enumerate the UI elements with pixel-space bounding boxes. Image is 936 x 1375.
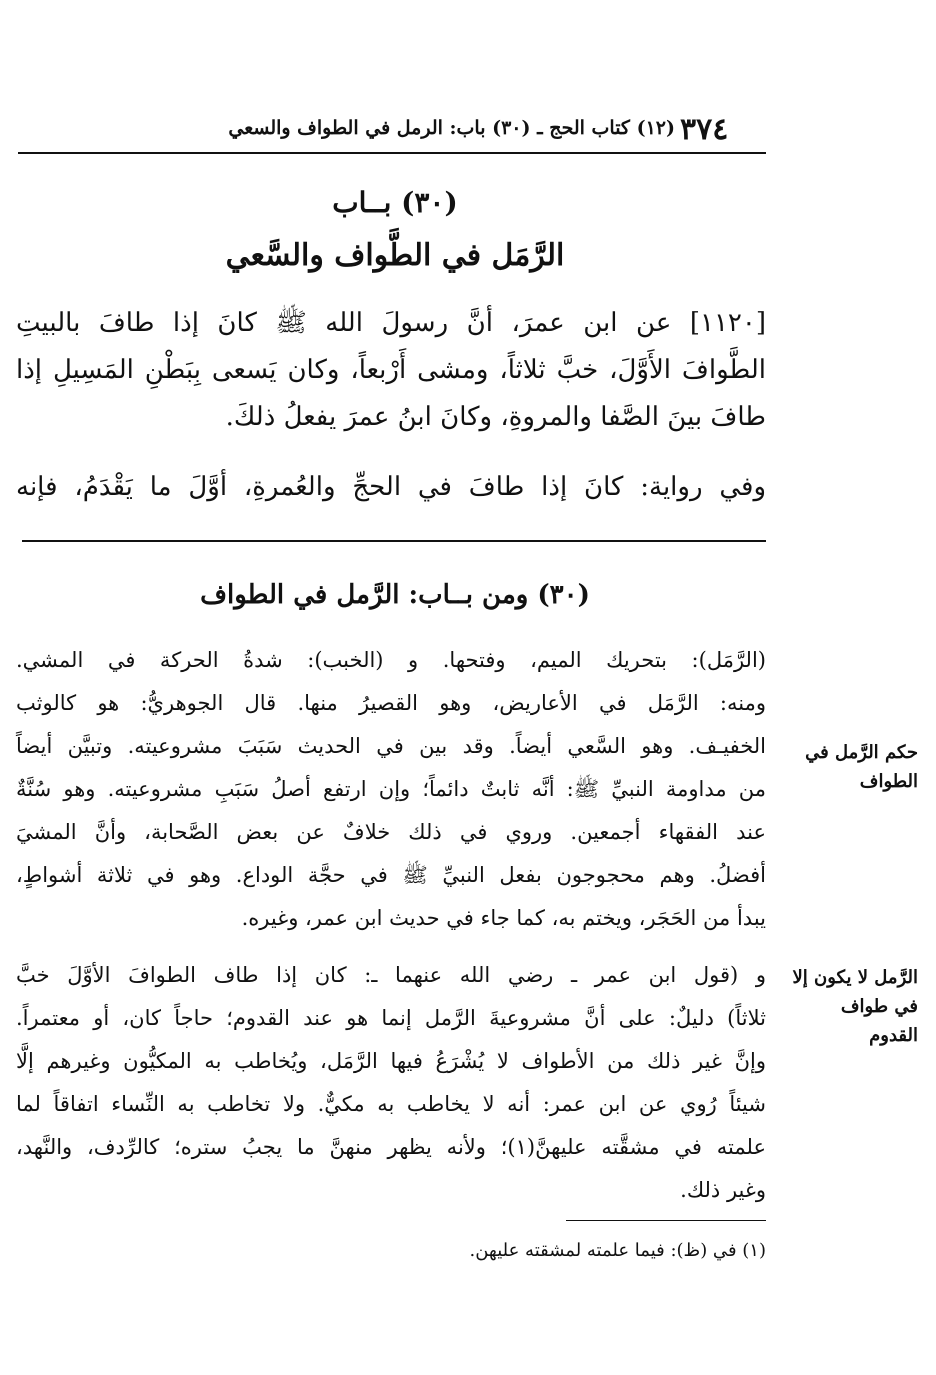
section-divider [22,540,766,542]
chapter-title: الرَّمَل في الطَّواف والسَّعي [225,238,565,273]
chapter-number: (٣٠) بــاب [332,186,458,219]
commentary-line: و (قول ابن عمر ـ رضي الله عنهما ـ: كان إذا طاف الطوافَ الأوَّلَ خبَّ [16,963,766,987]
commentary-line: الخفيـف. وهو السَّعي أيضاً. وقد بين في الحديث سَبَبَ مشروعيته. وتبيَّن أيضاً [16,734,766,758]
commentary-line: ثلاثاً) دليلٌ: على أنَّ مشروعيةَ الرَّمل إنما هو عند القدوم؛ حاجاً كان، أو معتمراً. [16,1006,766,1030]
commentary-line: وغير ذلك. [680,1178,766,1202]
hadith-line: [١١٢٠] عن ابن عمرَ، أنَّ رسولَ الله ﷺ كانَ إذا طافَ بالبيتِ [16,308,766,338]
commentary-line: أفضلُ. وهم محجوجون بفعل النبيِّ ﷺ في حجَّة الوداع. وهو في ثلاثة أشواطٍ، [16,863,766,887]
hadith-line: وفي رواية: كانَ إذا طافَ في الحجِّ والعُمرةِ، أوَّلَ ما يَقْدَمُ، فإنه [16,472,766,502]
commentary-line: يبدأ من الحَجَر، ويختم به، كما جاء في حديث ابن عمر، وغيره. [241,906,766,930]
header-rule [18,152,766,154]
commentary-heading: (٣٠) ومن بــاب: الرَّمل في الطواف [200,580,590,610]
footnote: (١) في (ظ): فيما علمته لمشقته عليهن. [469,1240,766,1261]
side-note: الرَّمل لا يكون إلا في طواف القدوم [792,967,918,1046]
hadith-line: طافَ بينَ الصَّفا والمروةِ، وكانَ ابنُ عمرَ يفعلُ ذلكَ. [225,402,766,432]
hadith-line: الطَّوافَ الأَوَّلَ، خبَّ ثلاثاً، ومشى أَرْبعاً، وكان يَسعى بِبَطْنِ المَسِيلِ إذا [16,355,766,385]
footnote-rule [566,1220,766,1221]
commentary-line: ومنه: الرَّمَل في الأعاريض، وهو القصيرُ منها. قال الجوهريُّ: هو كالوثب [16,691,766,715]
commentary-line: من مداومة النبيِّ ﷺ: أنَّه ثابتٌ دائماً؛ وإن ارتفع أصلُ سَبَبِ مشروعيته. وهو سُنَّةٌ [16,777,766,801]
commentary-line: علمته في مشقَّته عليهنَّ(١)؛ ولأنه يظهر منهنَّ ما يجبُ ستره؛ كالرِّدف، والنَّهد، [16,1135,766,1159]
commentary-line: وإنَّ غير ذلك من الأطواف لا يُشْرَعُ فيها الرَّمَل، ويُخاطب به المكيُّون وغيرهم إلَّا [16,1049,766,1073]
side-note: حكم الرَّمل في الطواف [805,742,918,792]
running-header: (١٢) كتاب الحج ـ (٣٠) باب: الرمل في الطواف والسعي [228,117,675,139]
page-number: ٣٧٤ [680,112,729,147]
commentary-line: شيئاً رُوي عن ابن عمر: أنه لا يخاطب به مكيٌّ. ولا تخاطب به النِّساء اتفاقاً لما [16,1092,766,1116]
commentary-line: (الرَّمَل): بتحريك الميم، وفتحها. و (الخبب): شدةُ الحركة في المشي. [16,648,766,672]
commentary-line: عند الفقهاء أجمعين. وروي في ذلك خلافٌ عن بعض الصَّحابة، وأنَّ المشيَ [16,820,766,844]
